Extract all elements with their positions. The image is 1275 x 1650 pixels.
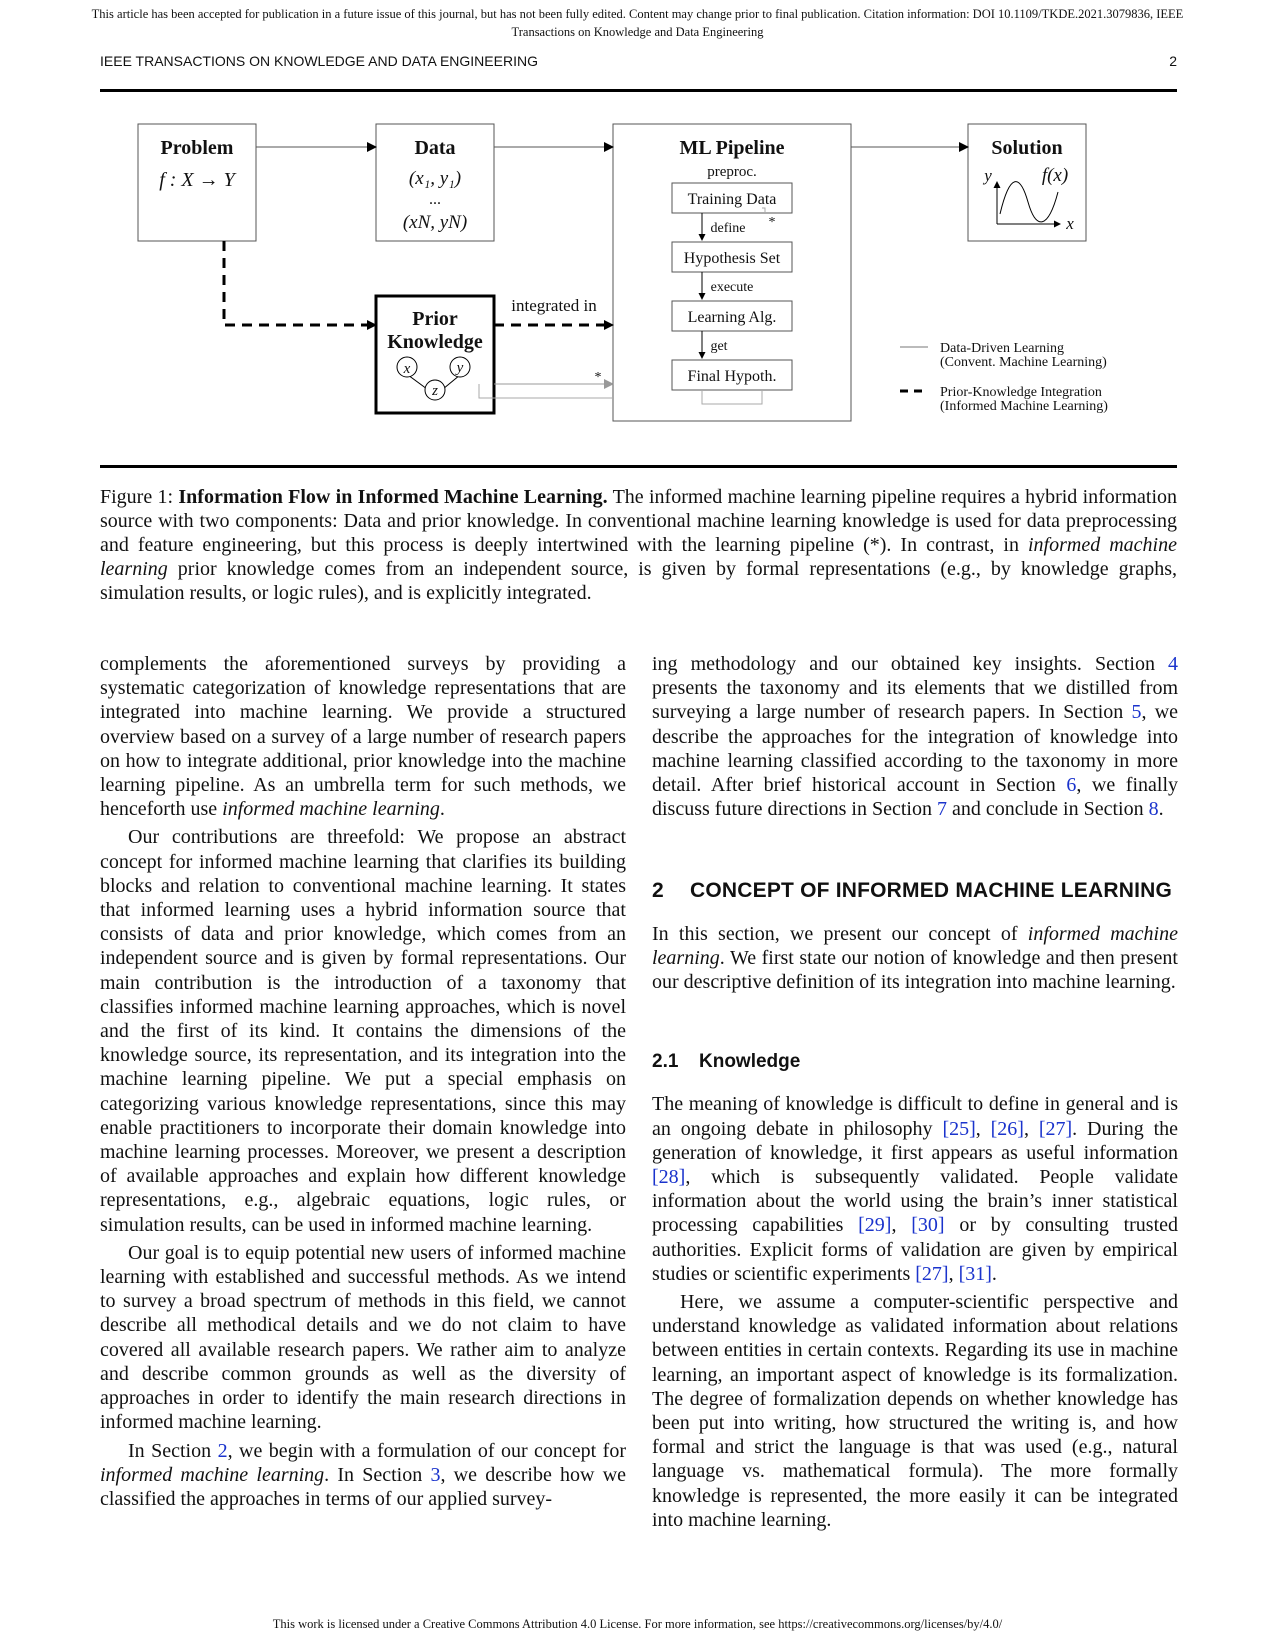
figure-bottom-rule	[100, 465, 1177, 468]
ref-28[interactable]: [28]	[652, 1166, 686, 1189]
ref-30[interactable]: [30]	[911, 1214, 945, 1237]
learning-alg-label: Learning Alg.	[687, 309, 777, 326]
section-7-link[interactable]: 7	[936, 798, 947, 821]
section-2-link[interactable]: 2	[217, 1439, 228, 1462]
data-title: Data	[414, 137, 456, 159]
problem-formula: f : X → Y	[159, 169, 235, 191]
solution-y-label: y	[984, 166, 992, 185]
section-2-number: 2	[652, 879, 664, 903]
caption-text-b: prior knowledge comes from an independent source, is given by formal representations (e.g., by knowledge graphs, simulation results, or logic rules), and is explicitly integrated.	[100, 558, 1178, 604]
star-label-2: *	[594, 370, 602, 385]
execute-label: execute	[710, 280, 754, 295]
right-column	[652, 652, 1178, 1532]
section-2-heading	[652, 879, 1178, 903]
section-2-title: CONCEPT OF INFORMED MACHINE LEARNING	[690, 879, 1173, 903]
section-4-link[interactable]: 4	[1168, 653, 1178, 675]
prior-title-line1: Prior	[412, 308, 458, 330]
ref-26[interactable]: [26]	[990, 1117, 1024, 1140]
prior-title-line2: Knowledge	[387, 331, 483, 353]
graph-node-x-label: x	[403, 361, 411, 377]
ref-27[interactable]: [27]	[1038, 1117, 1073, 1140]
figure-1	[100, 92, 1177, 468]
data-dots: ...	[429, 191, 441, 208]
ref-29[interactable]: [29]	[858, 1214, 892, 1237]
legend-solid-text-2: (Convent. Machine Learning)	[940, 355, 1107, 370]
subsection-title: Knowledge	[699, 1051, 801, 1073]
figure-1-diagram	[100, 92, 1177, 468]
right-paragraph-3: The meaning of knowledge is difficult to define in general and is an ongoing debate in philosophy [25], [26], [27]. During the generation of knowledge, it first appears as useful information [28], which is subsequently validated. People validate information about the world using the brain’s inner statistical processing capabilities [29], [30] or by consulting trusted authorities. Explicit forms of validation are given by empirical studies or scientific experiments [27], [31].	[652, 1093, 1179, 1285]
get-label: get	[710, 339, 728, 354]
subsection-number: 2.1	[652, 1051, 679, 1073]
right-paragraph-4: Here, we assume a computer-scientific perspective and understand knowledge as validated information about relations between entities in certain contexts. Regarding its use in machine learning, an important aspect of knowledge is its formalization. The degree of formalization depends on whether knowledge has been put into writing, how structured the writing is, and how formal and strict the language is that was used (e.g., natural language vs. mathematical formula). The more formally knowledge is represented, the more easily it can be integrated into machine learning.	[652, 1291, 1178, 1531]
solution-fx-label: f(x)	[1041, 165, 1069, 186]
problem-title: Problem	[160, 137, 234, 159]
left-paragraph-4: In Section 2, we begin with a formulation of our concept for informed machine learning. In Section 3, we describe how we classified the approaches in terms of our applied survey-	[100, 1439, 627, 1510]
subsection-2-1-heading	[652, 1050, 1178, 1074]
running-header	[100, 53, 1177, 69]
left-paragraph-3: Our goal is to equip potential new users of informed machine learning with established and successful methods. As we intend to survey a broad spectrum of methods in this field, we cannot describe all methodical details and we do not claim to have covered all available research papers. We rather aim to analyze and describe common grounds as well as the diversity of approaches in order to identify the main research directions in informed machine learning.	[100, 1241, 626, 1434]
section-8-link[interactable]: 8	[1148, 798, 1159, 821]
section-6-link[interactable]: 6	[1066, 774, 1077, 797]
hypothesis-set-label: Hypothesis Set	[683, 250, 781, 267]
license-footer: This work is licensed under a Creative Commons Attribution 4.0 License. For more information, see https://creativecommons.org/licenses/by/4.0/	[272, 1617, 1003, 1631]
define-label: define	[710, 221, 746, 236]
left-column	[100, 652, 626, 1511]
solution-x-label: x	[1066, 214, 1074, 233]
caption-title: Information Flow in Informed Machine Learning.	[178, 486, 608, 508]
notice-line-1: This article has been accepted for publication in a future issue of this journal, but has not been fully edited. Content may change prior to final publication. Citation information: DOI 10.1109/TKDE.2021.3079836, IEEE	[91, 7, 1184, 21]
graph-node-y-label: y	[456, 360, 464, 376]
arrow-problem-to-prior	[224, 241, 376, 325]
data-last-pair: (xN, yN)	[402, 212, 468, 233]
final-hypoth-label: Final Hypoth.	[687, 368, 777, 385]
graph-node-z-label: z	[432, 383, 438, 399]
right-paragraph-2: In this section, we present our concept of informed machine learning. We first state our notion of knowledge and then present our descriptive definition of its integration into machine learning.	[652, 922, 1178, 994]
legend-dashed-text-1: Prior-Knowledge Integration	[940, 385, 1102, 400]
figure-caption	[100, 485, 1177, 605]
notice-line-2: Transactions on Knowledge and Data Engineering	[511, 25, 764, 39]
caption-emphasis: informed machine learning	[100, 534, 1177, 580]
caption-text-a: The informed machine learning pipeline requires a hybrid information source with two components: Data and prior knowledge. In conventional machine learning knowledge is used for data preprocessing and feature engineering, but this process is deeply intertwined with the learning pipeline (*). In contrast, in	[100, 486, 1178, 556]
left-paragraph-2: Our contributions are threefold: We propose an abstract concept for informed machine learning that clarifies its building blocks and relation to conventional machine learning. It states that informed learning uses a hybrid information source that consists of data and prior knowledge, which comes from an independent source and is given by formal representations. Our main contribution is the introduction of a taxonomy that classifies informed machine learning approaches, which is novel and the first of its kind. It contains the dimensions of the knowledge source, its representation, and its integration into the machine learning pipeline. We put a special emphasis on categorizing various knowledge representations, since this may enable practitioners to incorporate their domain knowledge into machine learning processes. Moreover, we present a description of available approaches and explain how different knowledge representations, e.g., algebraic equations, logic rules, or simulation results, can be used in informed machine learning.	[100, 826, 626, 1236]
solution-title: Solution	[991, 137, 1063, 159]
training-data-label: Training Data	[687, 191, 777, 208]
right-paragraph-1: ing methodology and our obtained key insights. Section 4 presents the taxonomy and its elements that we distilled from surveying a large number of research papers. In Section 5, we describe the approaches for the integration of knowledge into machine learning classified according to the taxonomy in more detail. After brief historical account in Section 6, we finally discuss future directions in Section 7 and conclude in Section 8.	[652, 653, 1179, 821]
left-paragraph-1: complements the aforementioned surveys by providing a systematic categorization of knowledge representations that are integrated into machine learning. We provide a structured overview based on a survey of a large number of research papers on how to integrate additional, prior knowledge into the machine learning pipeline. As an umbrella term for such methods, we henceforth use informed machine learning.	[100, 653, 626, 821]
data-first-pair: (x₁, y₁)	[408, 168, 462, 189]
legend-dashed-text-2: (Informed Machine Learning)	[940, 399, 1108, 414]
caption-label: Figure 1:	[100, 486, 174, 508]
section-5-link[interactable]: 5	[1131, 701, 1142, 724]
section-3-link[interactable]: 3	[430, 1463, 441, 1486]
ref-31[interactable]: [31]	[958, 1262, 992, 1285]
ref-25[interactable]: [25]	[942, 1117, 976, 1140]
legend-solid-text-1: Data-Driven Learning	[940, 341, 1064, 356]
ml-pipeline-title: ML Pipeline	[679, 137, 785, 159]
solution-curve	[1000, 182, 1058, 222]
integrated-in-label: integrated in	[511, 296, 597, 315]
journal-name: IEEE TRANSACTIONS ON KNOWLEDGE AND DATA ENGINEERING	[100, 53, 538, 69]
publication-notice	[30, 5, 1245, 41]
ref-27-second[interactable]: [27]	[915, 1262, 949, 1285]
page-number: 2	[1169, 53, 1177, 69]
preproc-label: preproc.	[707, 164, 757, 180]
star-label-1: *	[768, 215, 776, 230]
